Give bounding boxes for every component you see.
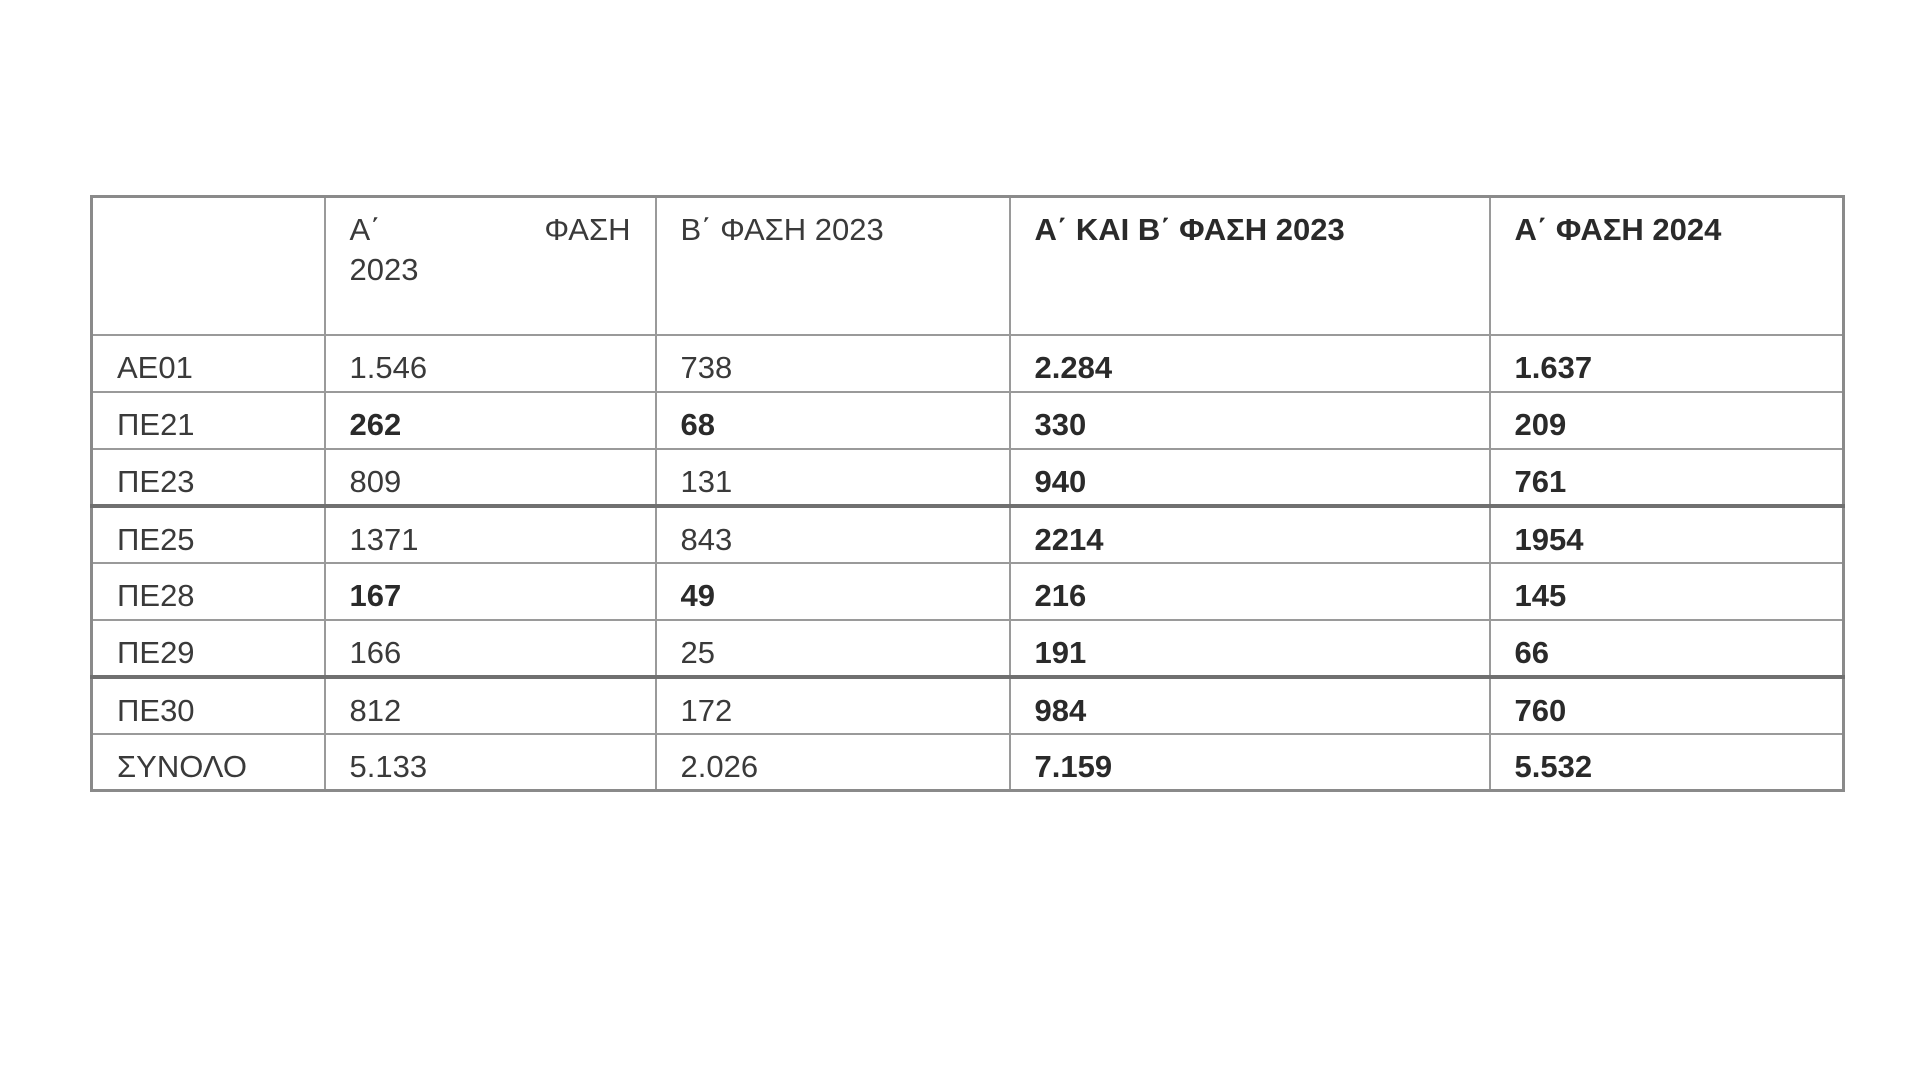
- row-label: ΠΕ21: [92, 392, 325, 449]
- cell-value: 25: [656, 620, 1010, 677]
- cell-value: 1371: [325, 506, 656, 563]
- cell-value: 809: [325, 449, 656, 506]
- cell-value: 5.532: [1490, 734, 1844, 791]
- header-cell-b-phase-2023: Β΄ ΦΑΣΗ 2023: [656, 197, 1010, 335]
- header-cell-empty: [92, 197, 325, 335]
- cell-value: 262: [325, 392, 656, 449]
- cell-value: 49: [656, 563, 1010, 620]
- cell-value: 167: [325, 563, 656, 620]
- row-label: ΠΕ28: [92, 563, 325, 620]
- cell-value: 760: [1490, 677, 1844, 734]
- cell-value: 940: [1010, 449, 1490, 506]
- table-row: [92, 563, 1844, 620]
- cell-value: 172: [656, 677, 1010, 734]
- cell-value: 166: [325, 620, 656, 677]
- row-label: ΠΕ25: [92, 506, 325, 563]
- cell-value: 145: [1490, 563, 1844, 620]
- cell-value: 68: [656, 392, 1010, 449]
- header-cell-a-phase-2023: [325, 197, 656, 335]
- data-table: [90, 195, 1845, 792]
- cell-value: 66: [1490, 620, 1844, 677]
- header-row: [92, 197, 1844, 335]
- row-label: ΣΥΝΟΛΟ: [92, 734, 325, 791]
- row-label: ΑΕ01: [92, 335, 325, 392]
- header-a-phase-word1: Α΄: [349, 212, 381, 247]
- cell-value: 209: [1490, 392, 1844, 449]
- row-label: ΠΕ29: [92, 620, 325, 677]
- cell-value: 738: [656, 335, 1010, 392]
- cell-value: 2.284: [1010, 335, 1490, 392]
- cell-value: 984: [1010, 677, 1490, 734]
- table-row: [92, 335, 1844, 392]
- row-label: ΠΕ23: [92, 449, 325, 506]
- table-row: [92, 449, 1844, 506]
- cell-value: 2.026: [656, 734, 1010, 791]
- cell-value: 1954: [1490, 506, 1844, 563]
- cell-value: 330: [1010, 392, 1490, 449]
- table-row: [92, 392, 1844, 449]
- cell-value: 761: [1490, 449, 1844, 506]
- cell-value: 1.637: [1490, 335, 1844, 392]
- table-row: [92, 506, 1844, 563]
- cell-value: 7.159: [1010, 734, 1490, 791]
- cell-value: 5.133: [325, 734, 656, 791]
- cell-value: 131: [656, 449, 1010, 506]
- cell-value: 1.546: [325, 335, 656, 392]
- header-cell-a-phase-2024: Α΄ ΦΑΣΗ 2024: [1490, 197, 1844, 335]
- header-a-phase-word2: ΦΑΣΗ: [544, 212, 631, 247]
- row-label: ΠΕ30: [92, 677, 325, 734]
- cell-value: 843: [656, 506, 1010, 563]
- cell-value: 216: [1010, 563, 1490, 620]
- table-row: [92, 677, 1844, 734]
- cell-value: 191: [1010, 620, 1490, 677]
- cell-value: 812: [325, 677, 656, 734]
- table-row-total: [92, 734, 1844, 791]
- header-cell-a-b-phase-2023: Α΄ ΚΑΙ Β΄ ΦΑΣΗ 2023: [1010, 197, 1490, 335]
- header-a-phase-word3: 2023: [349, 252, 419, 288]
- cell-value: 2214: [1010, 506, 1490, 563]
- table-row: [92, 620, 1844, 677]
